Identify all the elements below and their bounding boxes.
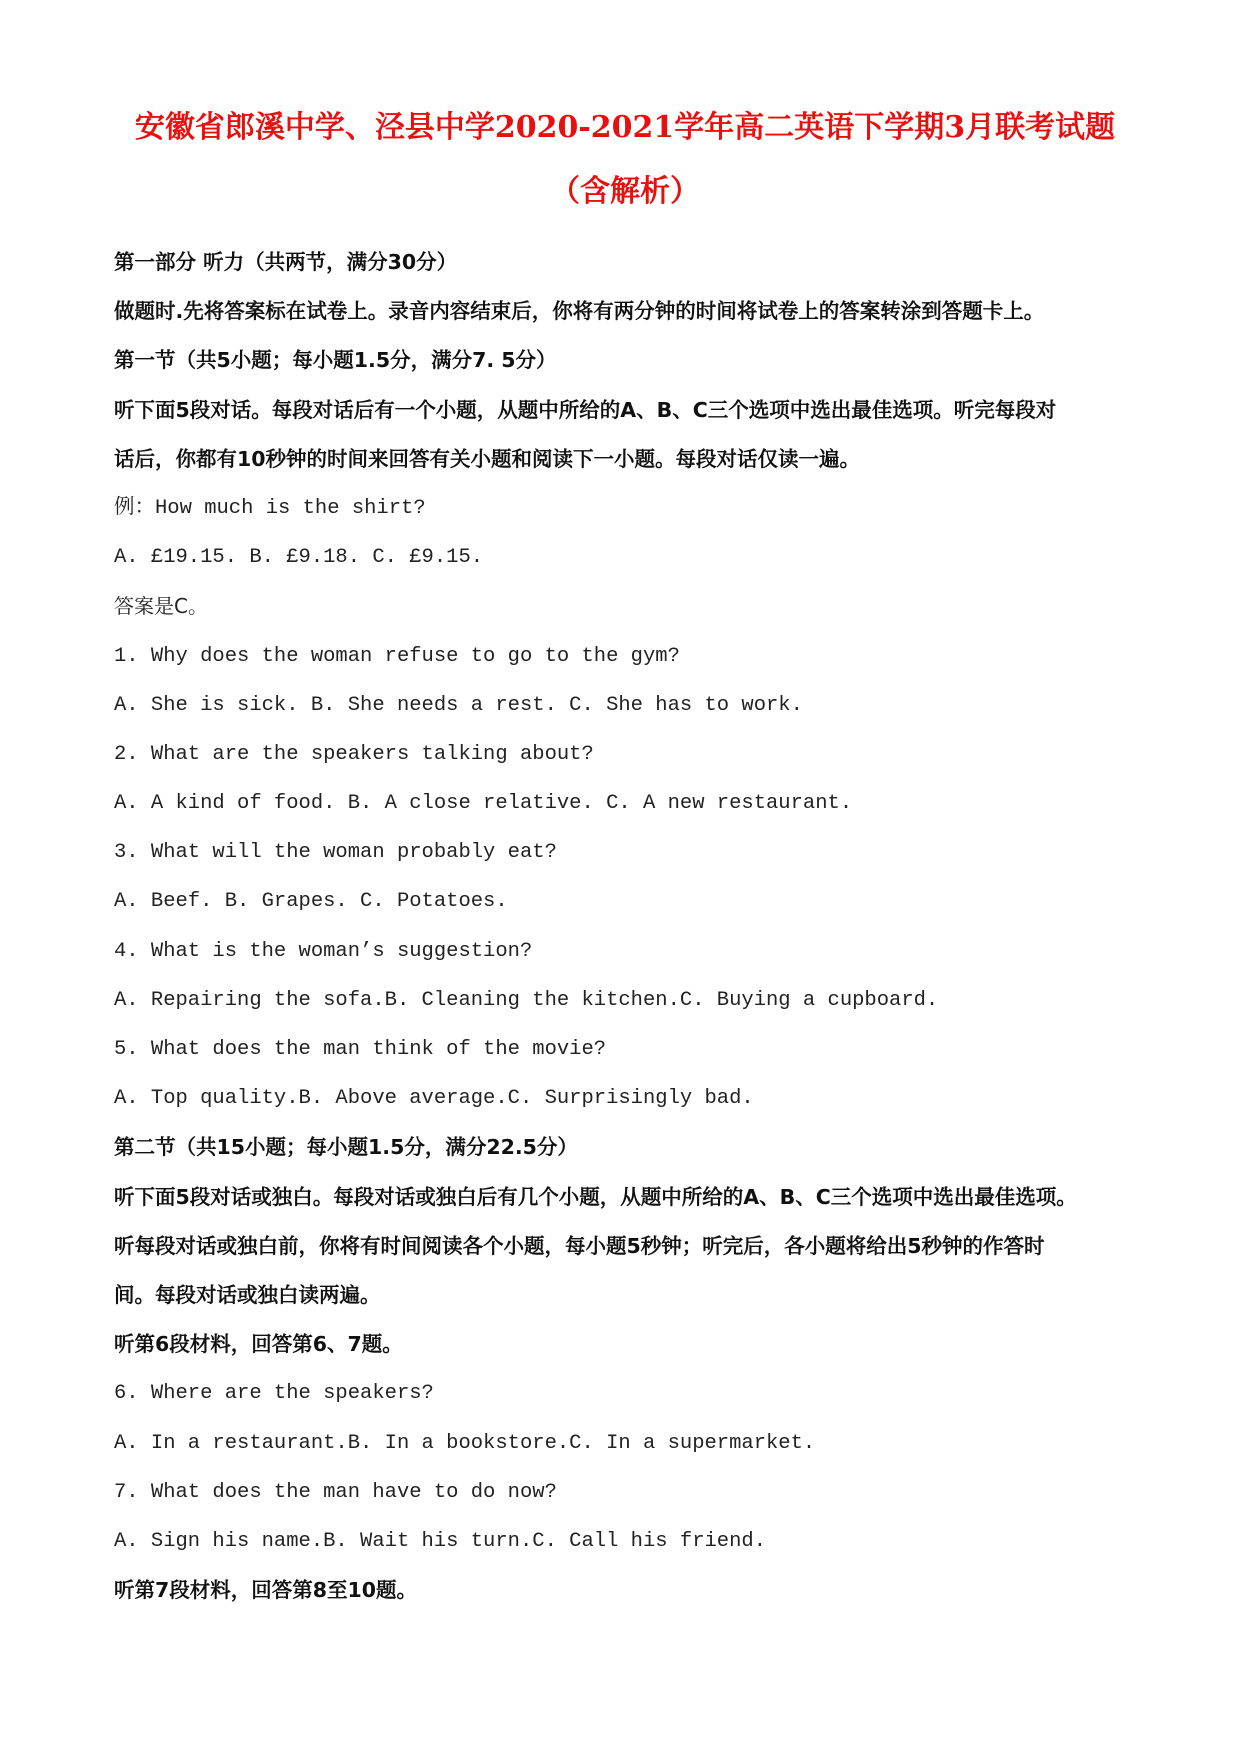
- document-line: 3. What will the woman probably eat?: [114, 841, 557, 865]
- document-page: [114, 0, 1136, 1615]
- document-line: 听下面5段对话或独白。每段对话或独白后有几个小题，从题中所给的A、B、C三个选项中选出最佳选项。: [114, 1184, 1077, 1209]
- document-line: A. Top quality.B. Above average.C. Surprisingly bad.: [114, 1087, 754, 1111]
- document-line: 听下面5段对话。每段对话后有一个小题，从题中所给的A、B、C三个选项中选出最佳选项。听完每段对: [114, 397, 1057, 422]
- document-line: A. Repairing the sofa.B. Cleaning the kitchen.C. Buying a cupboard.: [114, 988, 939, 1012]
- document-line: 答案是C。: [114, 594, 208, 619]
- document-line: 做题时.先将答案标在试卷上。录音内容结束后，你将有两分钟的时间将试卷上的答案转涂到答题卡上。: [114, 299, 1045, 324]
- document-line: 听第6段材料，回答第6、7题。: [114, 1332, 403, 1357]
- document-line: 2. What are the speakers talking about?: [114, 742, 594, 766]
- document-line: A. In a restaurant.B. In a bookstore.C. In a supermarket.: [114, 1431, 816, 1455]
- document-line: A. Sign his name.B. Wait his turn.C. Call his friend.: [114, 1529, 767, 1553]
- document-line: 4. What is the woman’s suggestion?: [114, 939, 533, 963]
- document-line: A. Beef. B. Grapes. C. Potatoes.: [114, 890, 508, 914]
- document-line: 6. Where are the speakers?: [114, 1382, 434, 1406]
- document-line: 7. What does the man have to do now?: [114, 1480, 557, 1504]
- document-line: 第二节（共15小题；每小题1.5分，满分22.5分）: [114, 1135, 578, 1160]
- document-line: 听每段对话或独白前，你将有时间阅读各个小题，每小题5秒钟；听完后，各小题将给出5秒钟的作答时: [114, 1233, 1045, 1258]
- document-line: 听第7段材料，回答第8至10题。: [114, 1578, 418, 1603]
- document-line: 第一节（共5小题；每小题1.5分，满分7. 5分）: [114, 348, 557, 373]
- document-line: 话后，你都有10秒钟的时间来回答有关小题和阅读下一小题。每段对话仅读一遍。: [114, 446, 861, 471]
- document-line: 1. Why does the woman refuse to go to the gym?: [114, 644, 680, 668]
- document-body: [114, 238, 1136, 1615]
- document-line: 5. What does the man think of the movie?: [114, 1038, 607, 1061]
- document-line: 间。每段对话或独白读两遍。: [114, 1282, 381, 1307]
- document-line: 例：How much is the shirt?: [114, 496, 426, 520]
- document-line: A. £19.15. B. £9.18. C. £9.15.: [114, 546, 484, 570]
- document-line: A. A kind of food. B. A close relative. C. A new restaurant.: [114, 792, 853, 816]
- document-line: A. She is sick. B. She needs a rest. C. She has to work.: [114, 693, 803, 717]
- document-title: 安徽省郎溪中学、泾县中学2020-2021学年高二英语下学期3月联考试题（含解析）: [134, 110, 1116, 209]
- document-line: 第一部分 听力（共两节，满分30分）: [114, 250, 458, 274]
